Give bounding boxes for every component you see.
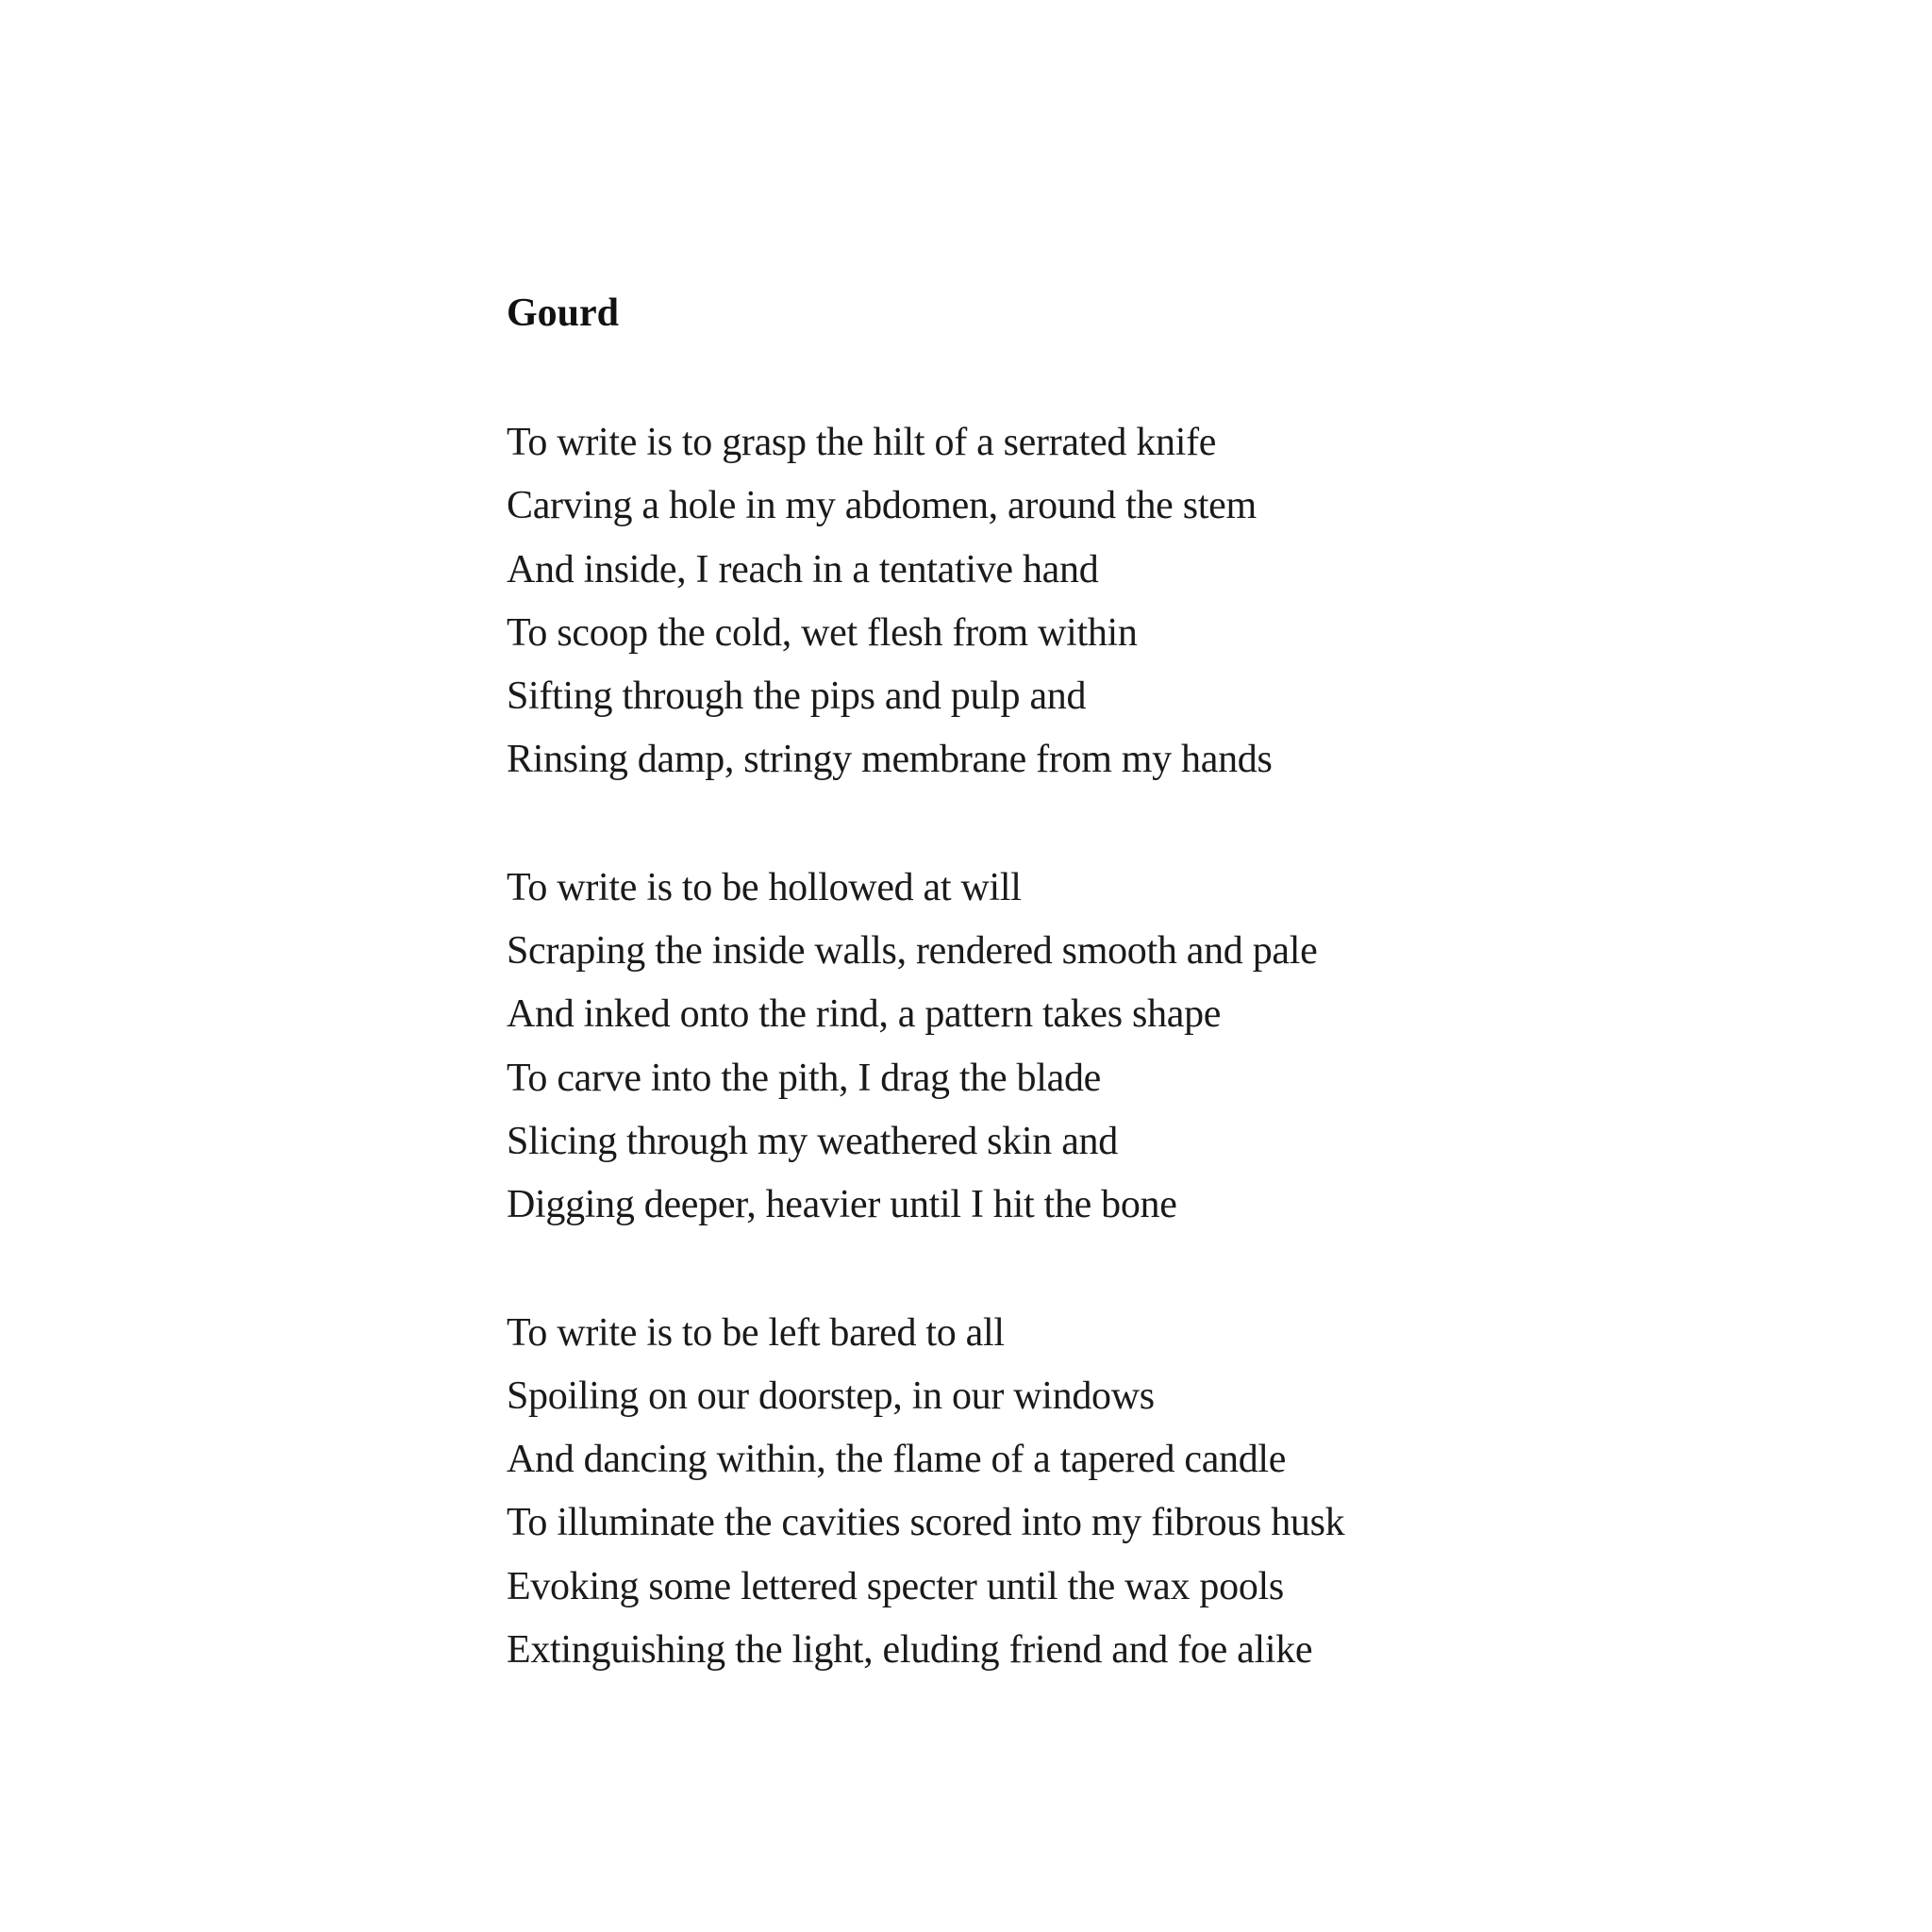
poem-line: And dancing within, the flame of a tapered candle: [507, 1438, 1287, 1482]
poem-line: Rinsing damp, stringy membrane from my hands: [507, 738, 1273, 782]
poem-line: Slicing through my weathered skin and: [507, 1119, 1118, 1163]
stanza-3: [507, 1302, 1827, 1683]
stanza-1: [507, 411, 1827, 792]
poem-line: To scoop the cold, wet flesh from within: [507, 610, 1138, 655]
poem-line: To write is to be left bared to all: [507, 1310, 1005, 1355]
poem-line: And inked onto the rind, a pattern takes shape: [507, 992, 1222, 1037]
poem-line: Digging deeper, heavier until I hit the bone: [507, 1183, 1177, 1227]
poem-line: And inside, I reach in a tentative hand: [507, 547, 1099, 591]
poem-line: Spoiling on our doorstep, in our windows: [507, 1374, 1155, 1418]
poem: [507, 283, 1827, 1682]
poem-line: To illuminate the cavities scored into my fibrous husk: [507, 1501, 1345, 1545]
stanza-2: [507, 857, 1827, 1238]
poem-line: Scraping the inside walls, rendered smooth and pale: [507, 929, 1318, 974]
poem-line: To write is to grasp the hilt of a serrated knife: [507, 421, 1217, 464]
poem-title: Gourd: [507, 291, 620, 335]
poem-line: Extinguishing the light, eluding friend and foe alike: [507, 1628, 1313, 1673]
poem-line: To carve into the pith, I drag the blade: [507, 1056, 1101, 1100]
poem-line: Evoking some lettered specter until the wax pools: [507, 1564, 1284, 1608]
poem-line: To write is to be hollowed at will: [507, 865, 1022, 909]
poem-line: Sifting through the pips and pulp and: [507, 675, 1087, 719]
poem-line: Carving a hole in my abdomen, around the stem: [507, 484, 1257, 528]
